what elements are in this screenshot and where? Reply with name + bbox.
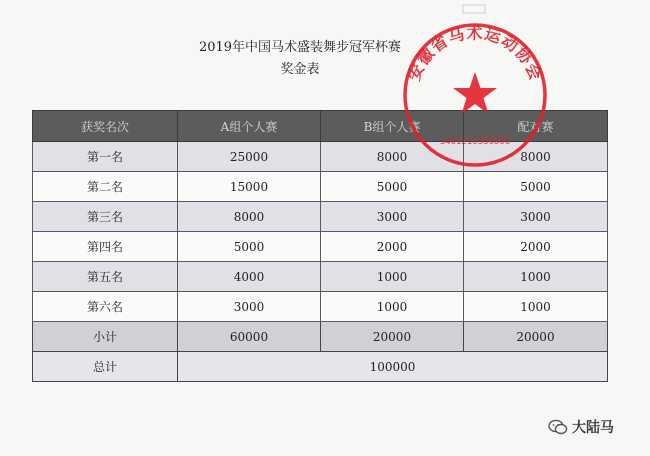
value-cell: 1000 <box>464 262 608 292</box>
value-cell: 2000 <box>321 232 464 262</box>
total-value: 100000 <box>178 352 608 382</box>
subtotal-value: 20000 <box>464 322 608 352</box>
seal-text: 安徽省马术运动协会 <box>404 23 546 84</box>
value-cell: 3000 <box>178 292 321 322</box>
official-seal-icon <box>400 20 550 170</box>
value-cell: 8000 <box>321 142 464 172</box>
rank-cell: 第六名 <box>33 292 178 322</box>
total-row <box>33 352 608 382</box>
value-cell: 5000 <box>321 172 464 202</box>
document-title: 2019年中国马术盛装舞步冠军杯赛 <box>198 40 402 55</box>
value-cell: 1000 <box>464 292 608 322</box>
subtotal-value: 60000 <box>178 322 321 352</box>
table-row <box>33 172 608 202</box>
rank-cell: 第二名 <box>33 172 178 202</box>
rank-cell: 第一名 <box>33 142 178 172</box>
value-cell: 5000 <box>178 232 321 262</box>
value-cell: 8000 <box>178 202 321 232</box>
value-cell: 1000 <box>321 262 464 292</box>
subtotal-value: 20000 <box>321 322 464 352</box>
watermark-text: 大陆马 <box>572 420 614 436</box>
subtotal-row <box>33 322 608 352</box>
total-label: 总计 <box>33 352 178 382</box>
corner-mark-icon <box>462 4 486 14</box>
seal-star-icon <box>453 72 497 114</box>
table-row <box>33 292 608 322</box>
value-cell: 1000 <box>321 292 464 322</box>
watermark <box>548 416 614 438</box>
value-cell: 25000 <box>178 142 321 172</box>
header-group-a: A组个人赛 <box>178 111 321 142</box>
rank-cell: 第三名 <box>33 202 178 232</box>
wechat-icon <box>548 418 568 436</box>
value-cell: 3000 <box>321 202 464 232</box>
value-cell: 2000 <box>464 232 608 262</box>
header-pair: 配对赛 <box>464 111 608 142</box>
header-group-b: B组个人赛 <box>321 111 464 142</box>
table-row <box>33 202 608 232</box>
seal-code: 3401210336806 <box>439 137 511 147</box>
rank-cell: 第五名 <box>33 262 178 292</box>
value-cell: 3000 <box>464 202 608 232</box>
table-row <box>33 232 608 262</box>
value-cell: 5000 <box>464 172 608 202</box>
table-row <box>33 262 608 292</box>
header-rank: 获奖名次 <box>33 111 178 142</box>
document-subtitle: 奖金表 <box>280 62 320 77</box>
rank-cell: 第四名 <box>33 232 178 262</box>
value-cell: 8000 <box>464 142 608 172</box>
subtotal-label: 小计 <box>33 322 178 352</box>
value-cell: 15000 <box>178 172 321 202</box>
value-cell: 4000 <box>178 262 321 292</box>
